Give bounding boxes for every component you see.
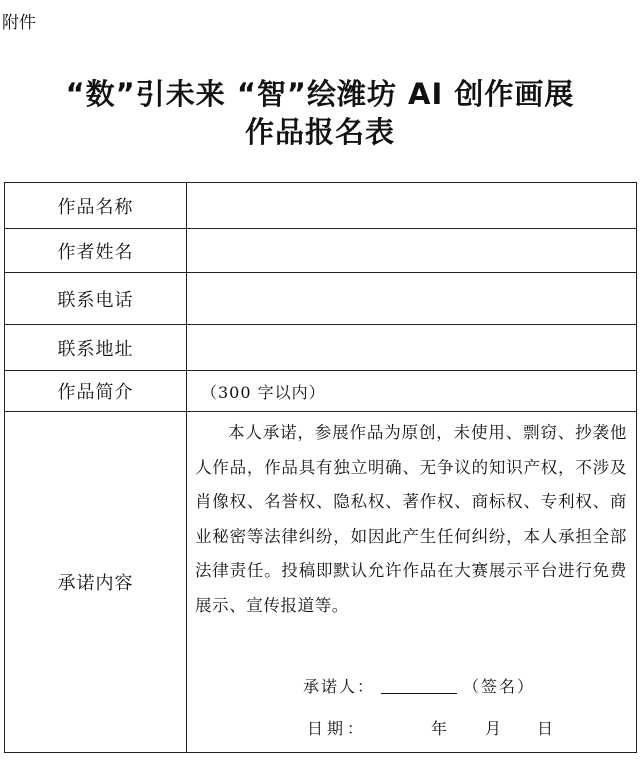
- phone-label: 联系电话: [5, 273, 187, 325]
- day-label: 日: [536, 719, 553, 738]
- form-row-promise: [5, 412, 637, 753]
- date-label: 日期：: [307, 719, 368, 738]
- attachment-label: 附件: [2, 13, 36, 33]
- form-row-author-name: [5, 229, 637, 273]
- address-label: 联系地址: [5, 325, 187, 371]
- form-row-intro: [5, 371, 637, 412]
- signature-note: （签名）: [463, 677, 536, 696]
- signature-line: [303, 674, 535, 697]
- promise-statement: 本人承诺，参展作品为原创，未使用、剽窃、抄袭他人作品，作品具有独立明确、无争议的知识产权，不涉及肖像权、名誉权、隐私权、著作权、商标权、专利权、商业秘密等法律纠纷，如因此产生任何纠纷，本人承担全部法律责任。投稿即默认允许作品在大赛展示平台进行免费展示、宣传报道等。: [195, 423, 627, 615]
- intro-label: 作品简介: [5, 371, 187, 412]
- form-row-address: [5, 325, 637, 371]
- author-name-label: 作者姓名: [5, 229, 187, 273]
- promise-cell: [187, 412, 637, 753]
- form-row-work-name: [5, 183, 637, 229]
- month-label: 月: [484, 719, 501, 738]
- signature-blank[interactable]: [381, 675, 457, 694]
- author-name-field[interactable]: [187, 229, 637, 273]
- work-name-field[interactable]: [187, 183, 637, 229]
- form-row-phone: [5, 273, 637, 325]
- form-title-line2: 作品报名表: [244, 115, 395, 149]
- intro-length-hint: （300 字以内）: [201, 382, 326, 402]
- promise-label: 承诺内容: [5, 412, 187, 753]
- date-line: [307, 716, 553, 739]
- registration-form-table: [4, 182, 637, 753]
- work-name-label: 作品名称: [5, 183, 187, 229]
- phone-field[interactable]: [187, 273, 637, 325]
- intro-field[interactable]: [187, 371, 637, 412]
- form-title-line1: “数”引未来 “智”绘潍坊 AI 创作画展: [65, 77, 575, 111]
- address-field[interactable]: [187, 325, 637, 371]
- year-label: 年: [430, 719, 447, 738]
- signer-label: 承诺人：: [303, 677, 376, 696]
